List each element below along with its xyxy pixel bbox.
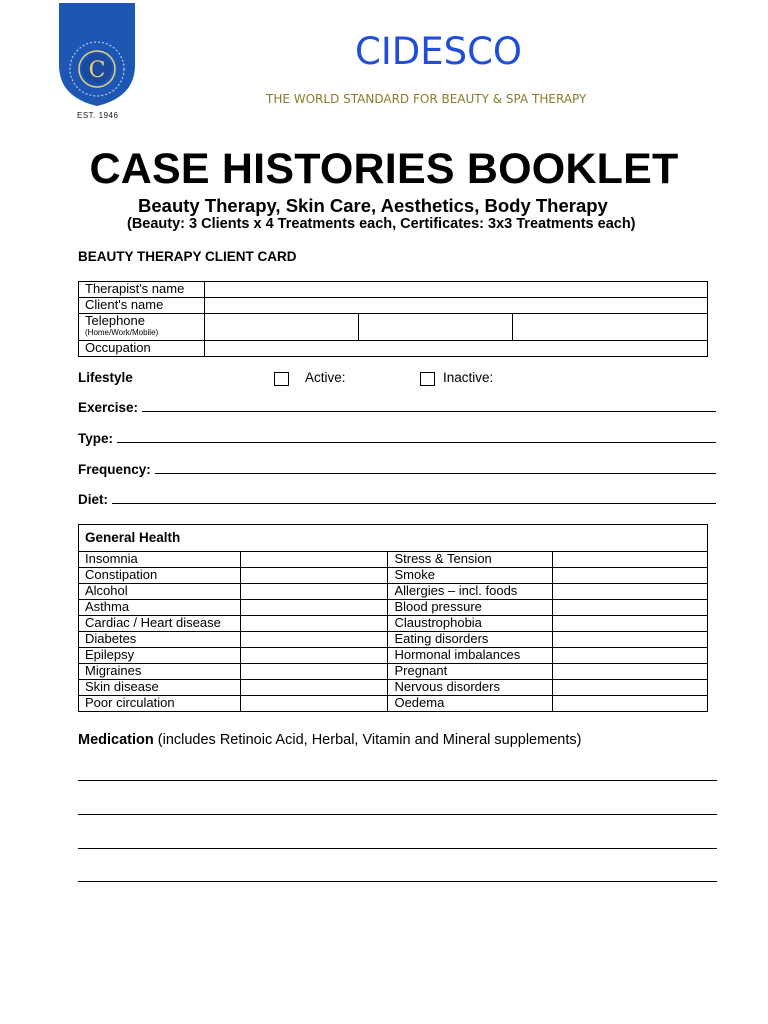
table-row [79,648,708,664]
table-row [79,696,708,712]
occupation-label: Occupation [79,341,205,357]
general-health-title: General Health [79,525,708,552]
exercise-line[interactable] [142,410,716,412]
condition-answer-field[interactable] [241,600,388,616]
condition-answer-field[interactable] [241,568,388,584]
frequency-line[interactable] [155,472,716,474]
medication-text [78,732,581,748]
brand-name: CIDESCO [355,30,523,73]
condition-answer-field[interactable] [241,696,388,712]
telephone-work-field[interactable] [359,314,513,341]
shield-logo-icon [58,3,136,107]
condition-label: Blood pressure [388,600,552,616]
exercise-row [78,400,716,415]
medication-note: (includes Retinoic Acid, Herbal, Vitamin and Mineral supplements) [157,732,582,748]
established-year: EST. 1946 [77,111,119,120]
condition-answer-field[interactable] [552,648,707,664]
exercise-label: Exercise: [78,400,139,415]
general-health-header [79,525,708,552]
table-row [79,584,708,600]
condition-label: Smoke [388,568,552,584]
condition-label: Constipation [79,568,241,584]
condition-answer-field[interactable] [241,552,388,568]
table-row [79,680,708,696]
condition-answer-field[interactable] [552,680,707,696]
condition-answer-field[interactable] [552,616,707,632]
medication-line[interactable] [78,780,717,781]
condition-answer-field[interactable] [552,584,707,600]
page-title: CASE HISTORIES BOOKLET [89,145,679,193]
medication-line[interactable] [78,814,717,815]
page-subtitle: Beauty Therapy, Skin Care, Aesthetics, Body Therapy [138,195,608,216]
table-row [79,568,708,584]
condition-label: Oedema [388,696,552,712]
client-card-title: BEAUTY THERAPY CLIENT CARD [78,249,297,264]
table-row [79,552,708,568]
condition-label: Eating disorders [388,632,552,648]
telephone-home-field[interactable] [205,314,359,341]
condition-answer-field[interactable] [241,584,388,600]
condition-label: Epilepsy [79,648,241,664]
condition-answer-field[interactable] [241,648,388,664]
brand-tagline: THE WORLD STANDARD FOR BEAUTY & SPA THERAPY [266,92,587,106]
table-row [79,664,708,680]
condition-label: Nervous disorders [388,680,552,696]
telephone-sublabel: (Home/Work/Mobile) [85,328,159,337]
condition-answer-field[interactable] [552,600,707,616]
condition-answer-field[interactable] [552,664,707,680]
diet-line[interactable] [112,502,716,504]
frequency-row [78,462,716,477]
active-label: Active: [305,370,346,385]
condition-label: Diabetes [79,632,241,648]
condition-label: Skin disease [79,680,241,696]
condition-answer-field[interactable] [552,568,707,584]
logo-letter: C [88,58,106,83]
condition-label: Hormonal imbalances [388,648,552,664]
frequency-label: Frequency: [78,462,151,477]
telephone-mobile-field[interactable] [513,314,708,341]
general-health-table [78,524,708,712]
occupation-row [79,341,708,357]
type-row [78,431,716,446]
inactive-label: Inactive: [443,370,494,385]
condition-answer-field[interactable] [241,680,388,696]
type-line[interactable] [117,441,716,443]
medication-line[interactable] [78,881,717,882]
table-row [79,600,708,616]
client-row [79,298,708,314]
condition-answer-field[interactable] [241,632,388,648]
condition-label: Alcohol [79,584,241,600]
type-label: Type: [78,431,114,446]
therapist-row [79,282,708,298]
cidesco-logo [58,3,136,107]
diet-row [78,492,716,507]
client-info-table [78,281,708,357]
occupation-field[interactable] [205,341,708,357]
condition-label: Pregnant [388,664,552,680]
medication-label: Medication [78,732,154,748]
therapist-name-field[interactable] [205,282,708,298]
diet-label: Diet: [78,492,108,507]
table-row [79,632,708,648]
telephone-label-cell [79,314,205,341]
condition-answer-field[interactable] [241,616,388,632]
telephone-row [79,314,708,341]
table-row [79,616,708,632]
condition-label: Allergies – incl. foods [388,584,552,600]
condition-answer-field[interactable] [552,696,707,712]
condition-label: Migraines [79,664,241,680]
condition-label: Asthma [79,600,241,616]
page-subnote: (Beauty: 3 Clients x 4 Treatments each, Certificates: 3x3 Treatments each) [127,216,636,232]
condition-label: Poor circulation [79,696,241,712]
lifestyle-label: Lifestyle [78,370,133,385]
client-name-label: Client's name [79,298,205,314]
condition-answer-field[interactable] [552,632,707,648]
therapist-name-label: Therapist's name [79,282,205,298]
condition-label: Claustrophobia [388,616,552,632]
condition-label: Stress & Tension [388,552,552,568]
condition-answer-field[interactable] [241,664,388,680]
condition-label: Insomnia [79,552,241,568]
condition-label: Cardiac / Heart disease [79,616,241,632]
client-name-field[interactable] [205,298,708,314]
inactive-checkbox[interactable] [420,372,435,386]
telephone-label: Telephone [85,313,145,328]
medication-line[interactable] [78,848,717,849]
condition-answer-field[interactable] [552,552,707,568]
active-checkbox[interactable] [274,372,289,386]
